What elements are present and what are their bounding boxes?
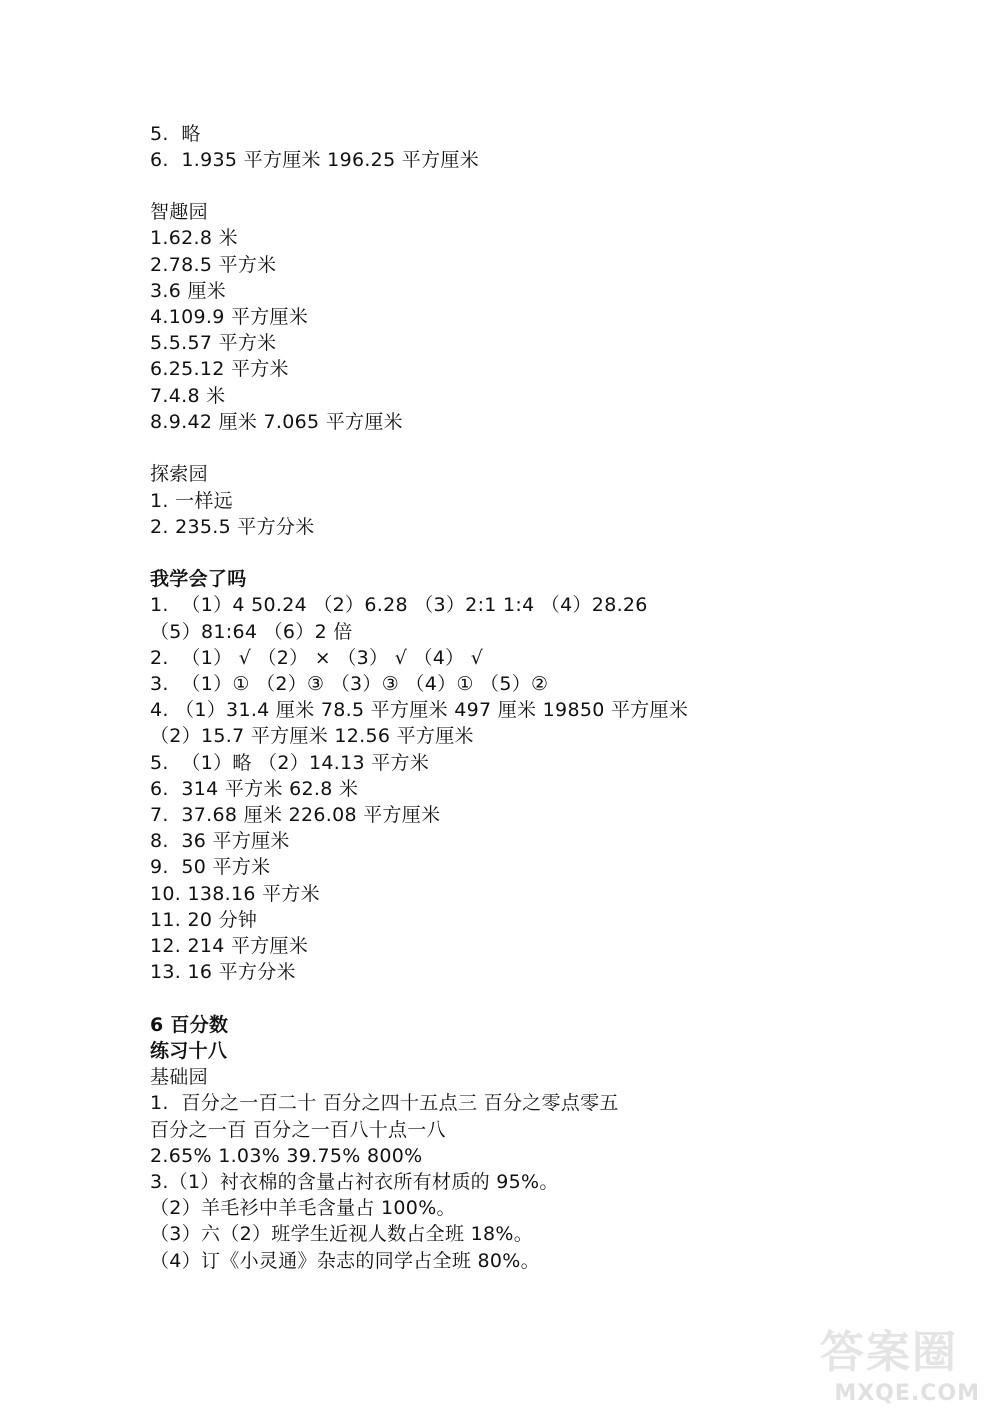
answer-line: 13. 16 平方分米 — [150, 961, 296, 983]
answer-line: 1. 百分之一百二十 百分之四十五点三 百分之零点零五 — [150, 1092, 619, 1114]
section-heading-zhiquyuan: 智趣园 — [150, 201, 208, 223]
answer-line: 6.25.12 平方米 — [150, 358, 289, 380]
answer-line: 1.62.8 米 — [150, 227, 238, 249]
answer-line: 5. （1）略 （2）14.13 平方米 — [150, 752, 430, 774]
answer-line: （4）订《小灵通》杂志的同学占全班 80%。 — [150, 1250, 540, 1272]
answer-line: 1. 一样远 — [150, 490, 233, 512]
answer-line: （5）81:64 （6）2 倍 — [150, 621, 353, 643]
answer-line: 4. （1）31.4 厘米 78.5 平方厘米 497 厘米 19850 平方厘米 — [150, 699, 689, 721]
answer-line: 5.5.57 平方米 — [150, 332, 277, 354]
exercise-heading: 练习十八 — [150, 1040, 228, 1062]
answer-line: 7. 37.68 厘米 226.08 平方厘米 — [150, 804, 441, 826]
answer-line: 2. 235.5 平方分米 — [150, 516, 315, 538]
answer-line: 3.（1）衬衣棉的含量占衬衣所有材质的 95%。 — [150, 1171, 559, 1193]
answer-line: 11. 20 分钟 — [150, 909, 258, 931]
answer-line: 2. （1） √ （2） × （3） √ （4） √ — [150, 647, 484, 669]
watermark-logo-text: 答案圈 — [820, 1327, 958, 1378]
answer-line: 3.6 厘米 — [150, 280, 227, 302]
answer-line: 12. 214 平方厘米 — [150, 935, 309, 957]
section-heading-tansuoyuan: 探索园 — [150, 463, 208, 485]
answer-line: 2.78.5 平方米 — [150, 254, 277, 276]
answer-line: 2.65% 1.03% 39.75% 800% — [150, 1145, 423, 1167]
section-heading-jichuyuan: 基础园 — [150, 1066, 208, 1088]
section-heading-woxuehuileima: 我学会了吗 — [150, 568, 247, 590]
answer-line-5: 5. 略 — [150, 123, 201, 145]
answer-line: 1. （1）4 50.24 （2）6.28 （3）2:1 1:4 （4）28.26 — [150, 594, 648, 616]
answer-line: 8. 36 平方厘米 — [150, 830, 290, 852]
watermark-logo — [820, 1316, 980, 1406]
answer-line: 10. 138.16 平方米 — [150, 883, 320, 905]
answer-line: 9. 50 平方米 — [150, 856, 271, 878]
answer-line: 6. 314 平方米 62.8 米 — [150, 778, 359, 800]
chapter-heading: 6 百分数 — [150, 1014, 229, 1036]
answer-line: 7.4.8 米 — [150, 385, 226, 407]
watermark-url: MXQE.COM — [834, 1381, 980, 1406]
answer-line: （2）15.7 平方厘米 12.56 平方厘米 — [150, 725, 474, 747]
answer-line: 8.9.42 厘米 7.065 平方厘米 — [150, 411, 403, 433]
answer-line: 百分之一百 百分之一百八十点一八 — [150, 1119, 446, 1141]
answer-line: 3. （1）① （2）③ （3）③ （4）① （5）② — [150, 673, 549, 695]
answer-line: （3）六（2）班学生近视人数占全班 18%。 — [150, 1223, 534, 1245]
answer-line: （2）羊毛衫中羊毛含量占 100%。 — [150, 1197, 456, 1219]
answer-line-6: 6. 1.935 平方厘米 196.25 平方厘米 — [150, 149, 480, 171]
answer-line: 4.109.9 平方厘米 — [150, 306, 309, 328]
